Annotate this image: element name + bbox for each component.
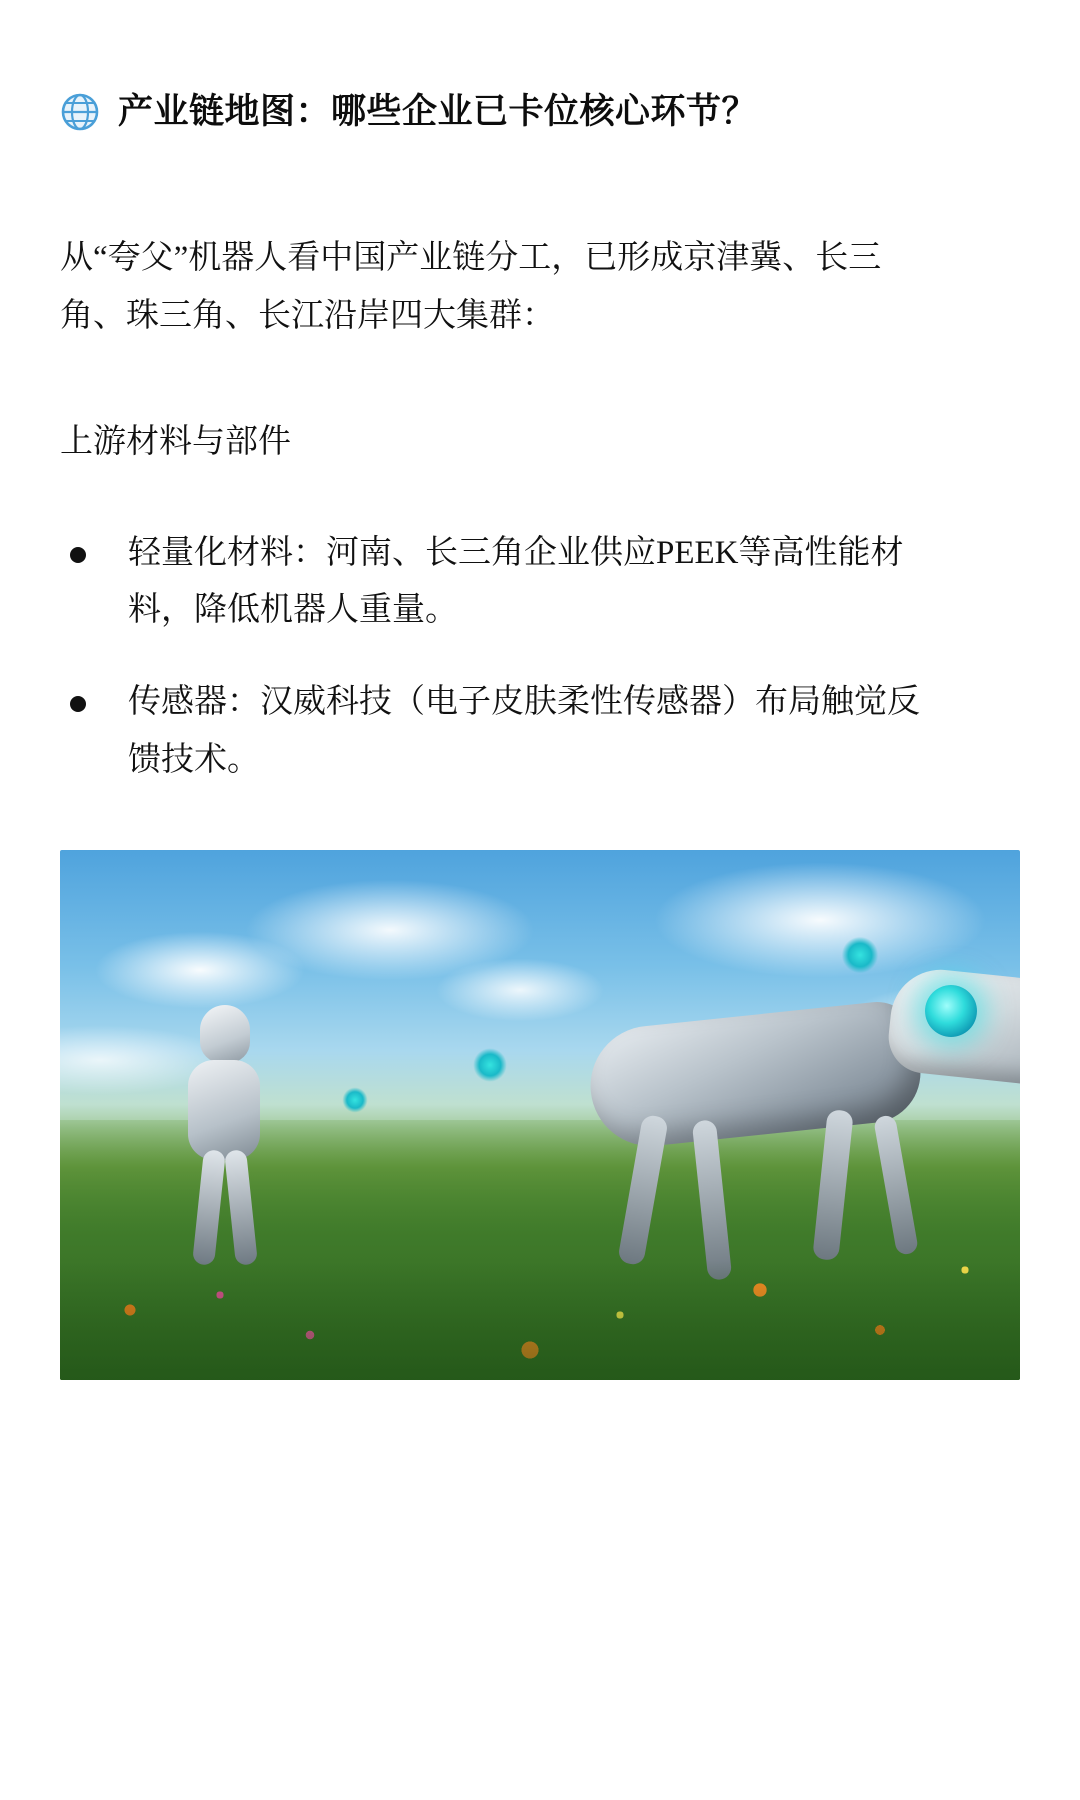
article-image bbox=[60, 850, 1020, 1380]
robot-dog-eye-glow bbox=[925, 985, 977, 1037]
foreground-grass bbox=[60, 1260, 1020, 1380]
image-scene bbox=[60, 850, 1020, 1380]
bullet-dot-icon bbox=[70, 696, 86, 712]
intro-paragraph: 从“夸父”机器人看中国产业链分工，已形成京津冀、长三角、珠三角、长江沿岸四大集群： bbox=[60, 240, 882, 335]
humanoid-head bbox=[200, 1005, 250, 1063]
bullet-list bbox=[60, 525, 1020, 790]
globe-icon bbox=[60, 92, 100, 132]
humanoid-leg bbox=[224, 1149, 258, 1266]
page-title: 产业链地图：哪些企业已卡位核心环节？ bbox=[118, 92, 758, 132]
humanoid-torso bbox=[188, 1060, 260, 1160]
humanoid-robot bbox=[170, 1005, 280, 1265]
list-item bbox=[60, 674, 1020, 790]
robot-dog-leg bbox=[812, 1109, 854, 1261]
robot-dog-leg bbox=[873, 1114, 919, 1256]
list-item-text: 传感器：汉威科技（电子皮肤柔性传感器）布局触觉反馈技术。 bbox=[128, 684, 920, 778]
section-heading bbox=[60, 66, 1020, 158]
bullet-dot-icon bbox=[70, 547, 86, 563]
humanoid-leg bbox=[192, 1149, 226, 1266]
list-item bbox=[60, 525, 1020, 641]
list-item-text: 轻量化材料：河南、长三角企业供应PEEK等高性能材料，降低机器人重量。 bbox=[128, 534, 904, 629]
subsection-heading: 上游材料与部件 bbox=[60, 423, 291, 460]
robot-dog bbox=[300, 905, 920, 1245]
